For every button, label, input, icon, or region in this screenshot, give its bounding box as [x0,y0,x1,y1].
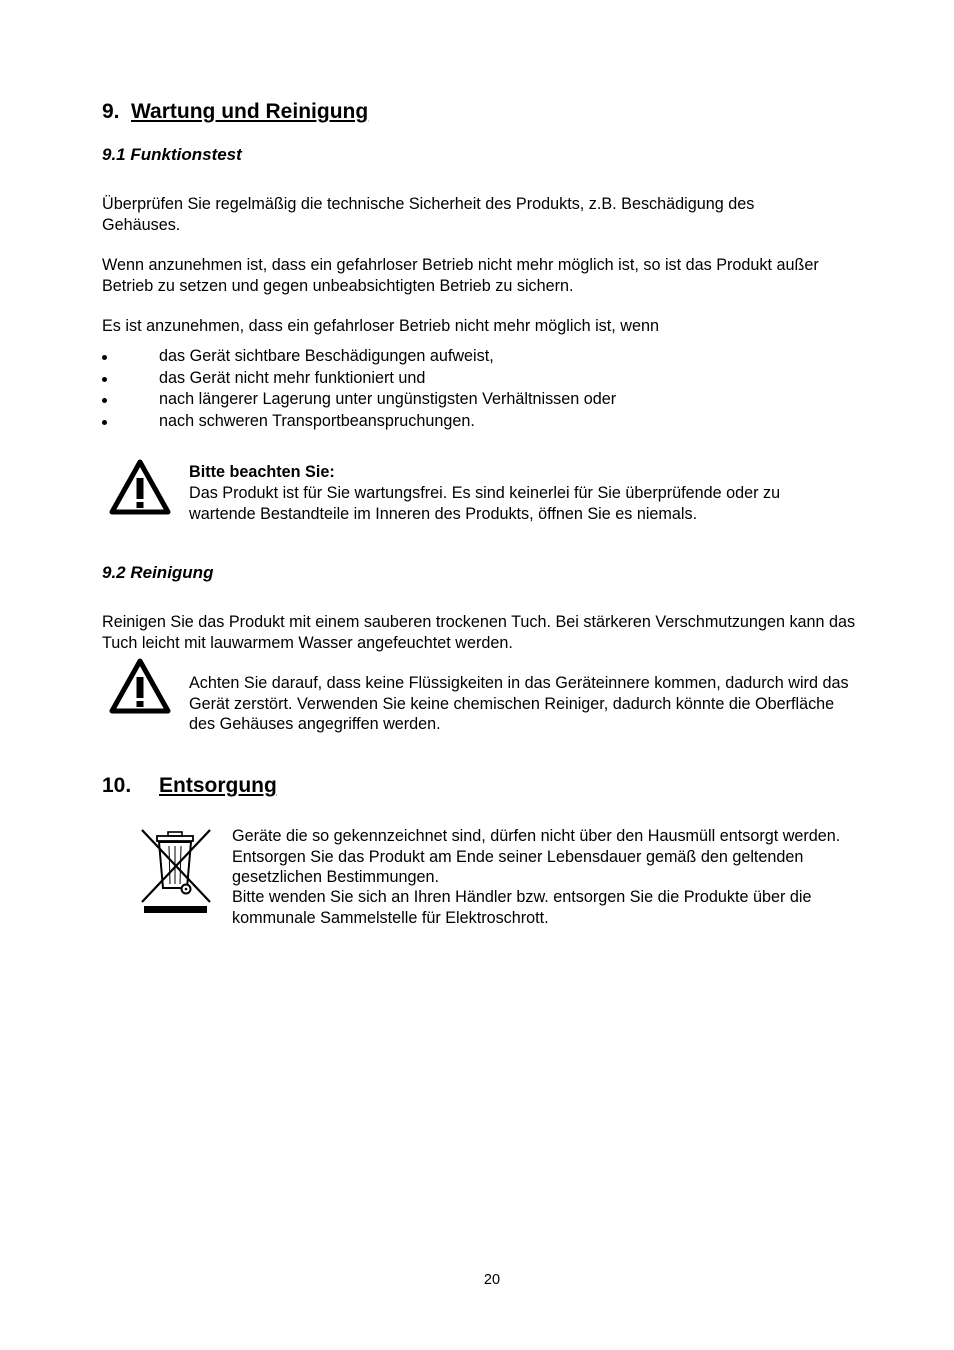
page-number: 20 [483,1272,501,1288]
list-item-text: nach schweren Transportbeanspruchungen. [159,412,475,431]
section-10-number: 10. [102,774,132,797]
list-item [102,346,802,368]
list-item-text: das Gerät nicht mehr funktioniert und [159,368,426,387]
notice-title: Bitte beachten Sie: [189,463,335,481]
list-item [102,389,802,411]
section-10-title: Entsorgung [159,774,277,797]
list-item [102,368,802,390]
list-item [102,411,802,433]
disposal-contact-text: Bitte wenden Sie sich an Ihren Händler bzw. entsorgen Sie die Produkte über die kommunale Sammelstelle für Elektroschrott. [232,888,812,927]
subsection-9-1-title: 9.1 Funktionstest [102,145,242,164]
cleaning-warning-text: Achten Sie darauf, dass keine Flüssigkeiten in das Geräteinnere kommen, dadurch wird das Gerät zerstört. Verwenden Sie keine chemischen Reiniger, dadurch könnte die Oberfläche des Gehäuses angegriffen werden. [189,674,849,733]
subsection-9-2-title: 9.2 Reinigung [102,563,214,582]
paragraph-conditions-intro: Es ist anzunehmen, dass ein gefahrloser Betrieb nicht mehr möglich ist, wenn [102,317,659,335]
notice-text: Das Produkt ist für Sie wartungsfrei. Es sind keinerlei für Sie überprüfende oder zu wartende Bestandteile im Inneren des Produkts, öffnen Sie es niemals. [189,484,781,523]
condition-list [102,346,802,433]
paragraph-cleaning: Reinigen Sie das Produkt mit einem sauberen trockenen Tuch. Bei stärkeren Verschmutzungen kann das Tuch leicht mit lauwarmem Wasser angefeuchtet werden. [102,613,856,652]
crossed-out-wheelie-bin-icon [136,826,214,916]
paragraph-unsafe-operation: Wenn anzunehmen ist, dass ein gefahrloser Betrieb nicht mehr möglich ist, so ist das Produkt außer Betrieb zu setzen und gegen unbeabsichtigten Betrieb zu sichern. [102,256,819,295]
section-9-heading [102,100,502,126]
list-item-text: nach längerer Lagerung unter ungünstigsten Verhältnissen oder [159,390,617,409]
bullet-marker [102,355,107,360]
section-10-heading [102,774,502,800]
bullet-marker [102,420,107,425]
disposal-text: Geräte die so gekennzeichnet sind, dürfen nicht über den Hausmüll entsorgt werden. Entsorgen Sie das Produkt am Ende seiner Lebensdauer gemäß den geltenden gesetzlichen Bestimmungen. [232,827,841,886]
bullet-marker [102,398,107,403]
warning-triangle-icon [109,658,171,715]
list-item-text: das Gerät sichtbare Beschädigungen aufweist, [159,347,494,365]
bullet-marker [102,377,107,382]
section-9-title: Wartung und Reinigung [131,100,369,123]
warning-triangle-icon [109,459,171,516]
paragraph-safety-check: Überprüfen Sie regelmäßig die technische Sicherheit des Produkts, z.B. Beschädigung des Gehäuses. [102,195,755,234]
section-9-number: 9. [102,100,120,123]
